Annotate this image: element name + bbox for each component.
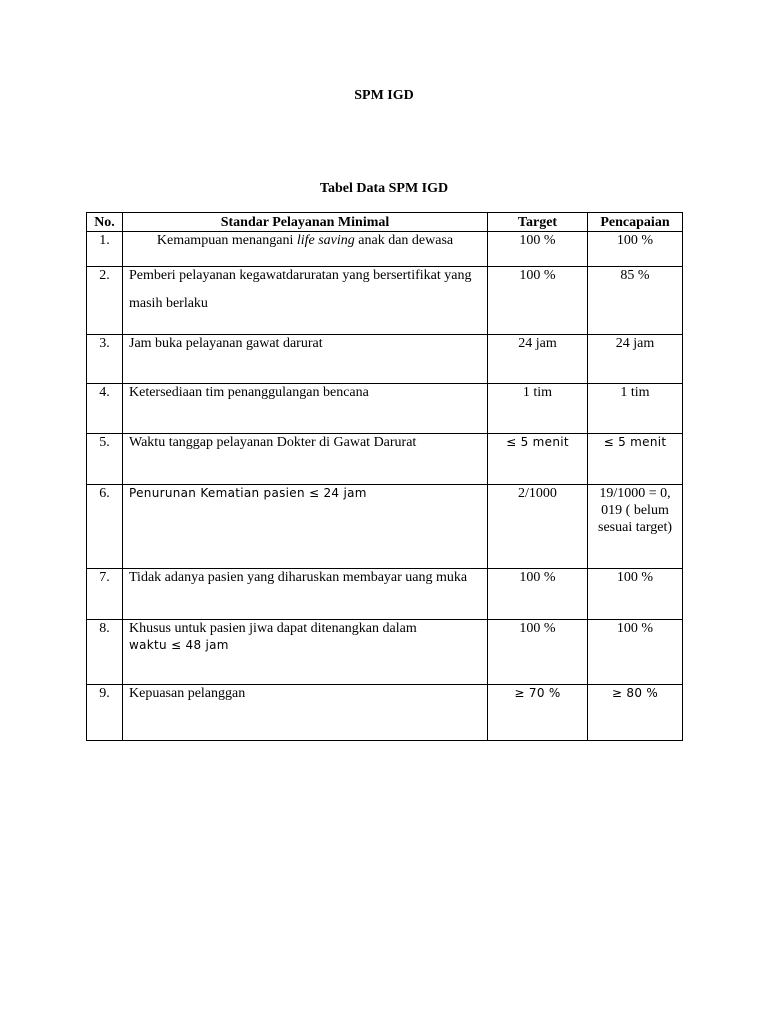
- cell-standard: Waktu tanggap pelayanan Dokter di Gawat Darurat: [123, 434, 488, 485]
- cell-standard: [123, 267, 488, 335]
- table-row: [87, 685, 683, 741]
- cell-achievement: 19/1000 = 0, 019 ( belum sesuai target): [588, 485, 683, 569]
- standard-text-end: anak dan dewasa: [354, 233, 454, 248]
- cell-no: 2.: [87, 267, 123, 335]
- spm-table: [86, 212, 683, 741]
- cell-standard: Kepuasan pelanggan: [123, 685, 488, 741]
- cell-achievement: 1 tim: [588, 384, 683, 434]
- cell-achievement: 85 %: [588, 267, 683, 335]
- cell-achievement: 100 %: [588, 232, 683, 267]
- table-row: [87, 620, 683, 685]
- table-row: [87, 267, 683, 335]
- table-row: [87, 335, 683, 384]
- table-header: [87, 213, 683, 232]
- header-standard: Standar Pelayanan Minimal: [123, 213, 488, 232]
- cell-no: 9.: [87, 685, 123, 741]
- table-row: [87, 384, 683, 434]
- cell-no: 8.: [87, 620, 123, 685]
- cell-standard: [123, 620, 488, 685]
- table-row: [87, 485, 683, 569]
- page-title: SPM IGD: [354, 88, 414, 103]
- cell-target: 100 %: [488, 232, 588, 267]
- cell-achievement: 100 %: [588, 569, 683, 620]
- cell-target: 2/1000: [488, 485, 588, 569]
- header-achievement: Pencapaian: [588, 213, 683, 232]
- cell-target: 100 %: [488, 569, 588, 620]
- cell-achievement: ≤ 5 menit: [588, 434, 683, 485]
- cell-achievement: 100 %: [588, 620, 683, 685]
- cell-no: 6.: [87, 485, 123, 569]
- header-no: No.: [87, 213, 123, 232]
- cell-target: 100 %: [488, 267, 588, 335]
- table-row: [87, 434, 683, 485]
- cell-target: ≥ 70 %: [488, 685, 588, 741]
- table-title: Tabel Data SPM IGD: [319, 181, 449, 196]
- standard-text-line2: waktu ≤ 48 jam: [129, 638, 229, 652]
- cell-no: 5.: [87, 434, 123, 485]
- cell-no: 7.: [87, 569, 123, 620]
- cell-target: 1 tim: [488, 384, 588, 434]
- cell-achievement: ≥ 80 %: [588, 685, 683, 741]
- header-target: Target: [488, 213, 588, 232]
- cell-target: ≤ 5 menit: [488, 434, 588, 485]
- cell-no: 4.: [87, 384, 123, 434]
- cell-no: 1.: [87, 232, 123, 267]
- cell-standard: Penurunan Kematian pasien ≤ 24 jam: [123, 485, 488, 569]
- cell-achievement: 24 jam: [588, 335, 683, 384]
- cell-standard: Tidak adanya pasien yang diharuskan membayar uang muka: [123, 569, 488, 620]
- cell-target: 24 jam: [488, 335, 588, 384]
- standard-text: Kemampuan menangani: [156, 233, 297, 248]
- cell-standard: Jam buka pelayanan gawat darurat: [123, 335, 488, 384]
- cell-standard: Ketersediaan tim penanggulangan bencana: [123, 384, 488, 434]
- standard-text-line1: Khusus untuk pasien jiwa dapat ditenangkan dalam: [129, 621, 417, 636]
- cell-no: 3.: [87, 335, 123, 384]
- table-row: [87, 569, 683, 620]
- standard-italic-text: life saving: [296, 233, 355, 248]
- cell-target: 100 %: [488, 620, 588, 685]
- standard-text: Pemberi pelayanan kegawatdaruratan yang bersertifikat yang masih berlaku: [129, 268, 472, 311]
